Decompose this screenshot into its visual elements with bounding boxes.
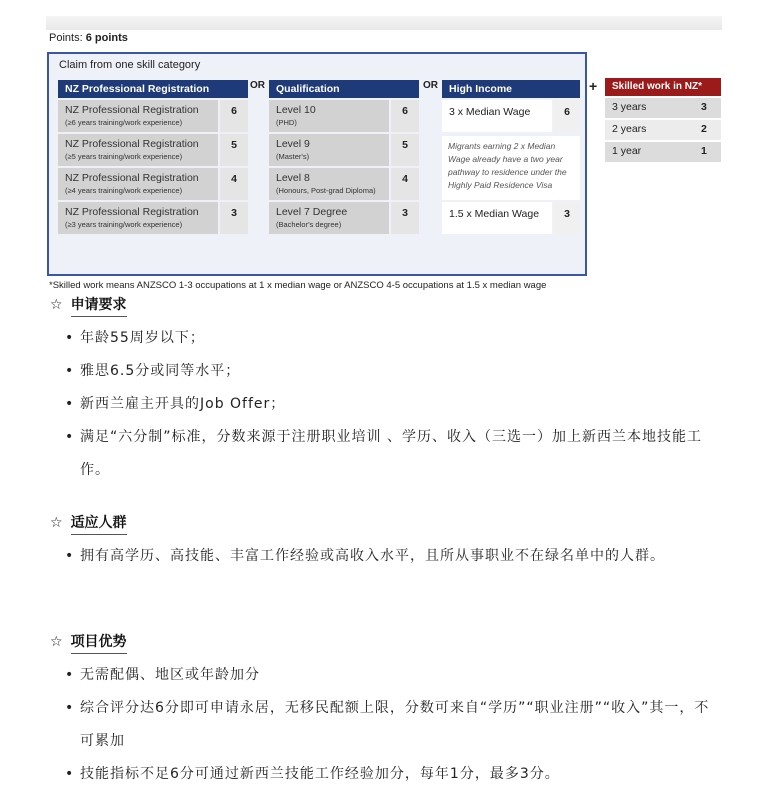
- star-icon: ☆: [50, 634, 63, 650]
- qualification-row-sub: (Honours, Post-grad Diploma): [276, 186, 376, 195]
- claim-box: [47, 52, 587, 276]
- registration-row-sub: (≥6 years training/work experience): [65, 118, 183, 127]
- qualification-row-points: 5: [391, 134, 419, 166]
- points-label: Points:: [49, 32, 83, 44]
- income-column: [442, 80, 580, 234]
- list-item: • 综合评分达6分即可申请永居，无移民配额上限，分数可来自“学历”“职业注册”“收入”其一，不可累加: [50, 692, 720, 758]
- section-title: 项目优势: [71, 631, 127, 654]
- claim-title: Claim from one skill category: [59, 59, 201, 71]
- section-heading: [50, 631, 720, 653]
- requirements-list: [50, 322, 720, 487]
- star-icon: ☆: [50, 515, 63, 531]
- registration-column: [58, 80, 248, 234]
- registration-row-points: 6: [220, 100, 248, 132]
- registration-row: [58, 168, 248, 200]
- skilled-work-row: [605, 98, 721, 118]
- qualification-row-label: Level 10: [276, 104, 316, 116]
- qualification-row-points: 3: [391, 202, 419, 234]
- income-note: Migrants earning 2 x Median Wage already have a two year pathway to residence under the Highly Paid Residence Visa: [442, 136, 580, 200]
- registration-row-label: NZ Professional Registration: [65, 172, 199, 184]
- or-label: OR: [423, 80, 438, 91]
- income-row: [442, 100, 580, 132]
- section-title: 申请要求: [71, 294, 127, 317]
- section-heading: [50, 512, 720, 534]
- qualification-row: [269, 134, 419, 166]
- skilled-work-points: 1: [701, 142, 721, 162]
- or-label: OR: [250, 80, 265, 91]
- section-heading: [50, 294, 720, 316]
- income-row: [442, 202, 580, 234]
- income-row-points: 6: [554, 100, 580, 132]
- registration-row: [58, 100, 248, 132]
- registration-row-label: NZ Professional Registration: [65, 104, 199, 116]
- income-row-label: 1.5 x Median Wage: [442, 202, 552, 234]
- requirements-section: [50, 294, 720, 487]
- section-title: 适应人群: [71, 512, 127, 535]
- registration-row-sub: (≥5 years training/work experience): [65, 152, 183, 161]
- registration-row-label: NZ Professional Registration: [65, 206, 199, 218]
- list-item: • 技能指标不足6分可通过新西兰技能工作经验加分，每年1分，最多3分。: [50, 758, 720, 791]
- advantages-section: [50, 631, 720, 791]
- registration-row-points: 3: [220, 202, 248, 234]
- qualification-row: [269, 202, 419, 234]
- qualification-row-label: Level 7 Degree: [276, 206, 348, 218]
- points-figure: [46, 30, 722, 291]
- qualification-row: [269, 168, 419, 200]
- list-item: • 满足“六分制”标准，分数来源于注册职业培训 、学历、收入（三选一）加上新西兰本地技能工作。: [50, 421, 720, 487]
- skilled-work-label: 2 years: [605, 120, 701, 140]
- registration-row-sub: (≥3 years training/work experience): [65, 220, 183, 229]
- advantages-list: [50, 659, 720, 791]
- plus-sign: +: [589, 78, 598, 94]
- registration-row-points: 4: [220, 168, 248, 200]
- income-row-label: 3 x Median Wage: [442, 100, 552, 132]
- qualification-row-label: Level 9: [276, 138, 310, 150]
- registration-row-sub: (≥4 years training/work experience): [65, 186, 183, 195]
- audience-list: [50, 540, 720, 573]
- skilled-work-row: [605, 142, 721, 162]
- income-header: High Income: [442, 80, 580, 98]
- skilled-work-header: Skilled work in NZ*: [605, 78, 721, 96]
- qualification-row-points: 4: [391, 168, 419, 200]
- income-row-points: 3: [554, 202, 580, 234]
- qualification-row-points: 6: [391, 100, 419, 132]
- registration-row-label: NZ Professional Registration: [65, 138, 199, 150]
- skilled-work-column: [605, 78, 721, 162]
- top-divider: [46, 16, 722, 30]
- qualification-row-sub: (Master's): [276, 152, 310, 161]
- qualification-column: [269, 80, 419, 234]
- audience-section: [50, 512, 720, 573]
- qualification-row: [269, 100, 419, 132]
- registration-row: [58, 202, 248, 234]
- list-item: • 无需配偶、地区或年龄加分: [50, 659, 720, 692]
- registration-header: NZ Professional Registration: [58, 80, 248, 98]
- registration-row: [58, 134, 248, 166]
- qualification-row-label: Level 8: [276, 172, 310, 184]
- star-icon: ☆: [50, 297, 63, 313]
- footnote: *Skilled work means ANZSCO 1-3 occupations at 1 x median wage or ANZSCO 4-5 occupations at 1.5 x median wage: [49, 280, 547, 291]
- skilled-work-points: 2: [701, 120, 721, 140]
- qualification-header: Qualification: [269, 80, 419, 98]
- registration-row-points: 5: [220, 134, 248, 166]
- qualification-row-sub: (Bachelor's degree): [276, 220, 342, 229]
- skilled-work-points: 3: [701, 98, 721, 118]
- skilled-work-label: 1 year: [605, 142, 701, 162]
- list-item: • 新西兰雇主开具的Job Offer；: [50, 388, 720, 421]
- skilled-work-row: [605, 120, 721, 140]
- list-item: • 雅思6.5分或同等水平；: [50, 355, 720, 388]
- points-heading: [49, 32, 128, 44]
- skilled-work-label: 3 years: [605, 98, 701, 118]
- points-value: 6 points: [85, 32, 128, 44]
- list-item: • 拥有高学历、高技能、丰富工作经验或高收入水平，且所从事职业不在绿名单中的人群。: [50, 540, 720, 573]
- list-item: • 年龄55周岁以下；: [50, 322, 720, 355]
- qualification-row-sub: (PHD): [276, 118, 297, 127]
